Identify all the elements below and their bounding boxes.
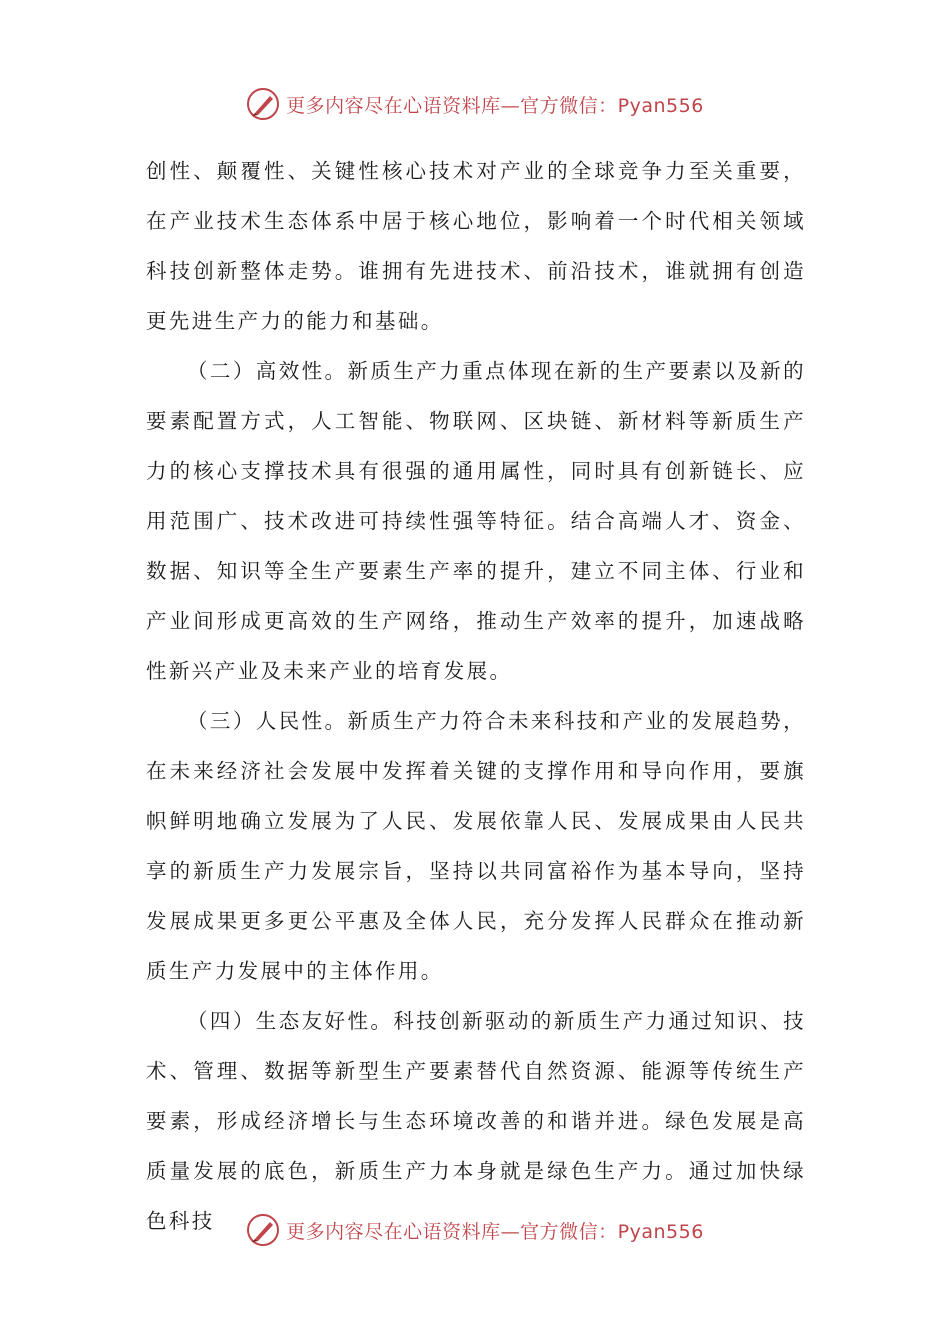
document-body xyxy=(146,146,806,1246)
pen-logo-icon xyxy=(246,1213,280,1247)
banner-text: 更多内容尽在心语资料库—官方微信：Pyan556 xyxy=(286,94,704,117)
paragraph: 创性、颠覆性、关键性核心技术对产业的全球竞争力至关重要，在产业技术生态体系中居于核心地位，影响着一个时代相关领域科技创新整体走势。谁拥有先进技术、前沿技术，谁就拥有创造更先进生产力的能力和基础。 xyxy=(146,159,806,333)
paragraph: （二）高效性。新质生产力重点体现在新的生产要素以及新的要素配置方式，人工智能、物联网、区块链、新材料等新质生产力的核心支撑技术具有很强的通用属性，同时具有创新链长、应用范围广、技术改进可持续性强等特征。结合高端人才、资金、数据、知识等全生产要素生产率的提升，建立不同主体、行业和产业间形成更高效的生产网络，推动生产效率的提升，加速战略性新兴产业及未来产业的培育发展。 xyxy=(146,359,806,683)
pen-logo-icon xyxy=(246,87,280,121)
paragraph: （三）人民性。新质生产力符合未来科技和产业的发展趋势，在未来经济社会发展中发挥着关键的支撑作用和导向作用，要旗帜鲜明地确立发展为了人民、发展依靠人民、发展成果由人民共享的新质生产力发展宗旨，坚持以共同富裕作为基本导向，坚持发展成果更多更公平惠及全体人民，充分发挥人民群众在推动新质生产力发展中的主体作用。 xyxy=(146,709,806,983)
footer-banner xyxy=(0,1210,950,1250)
header-banner xyxy=(0,84,950,124)
banner-text: 更多内容尽在心语资料库—官方微信：Pyan556 xyxy=(286,1220,704,1243)
paragraph: （四）生态友好性。科技创新驱动的新质生产力通过知识、技术、管理、数据等新型生产要素替代自然资源、能源等传统生产要素，形成经济增长与生态环境改善的和谐并进。绿色发展是高质量发展的底色，新质生产力本身就是绿色生产力。通过加快绿色科技 xyxy=(146,1009,806,1233)
